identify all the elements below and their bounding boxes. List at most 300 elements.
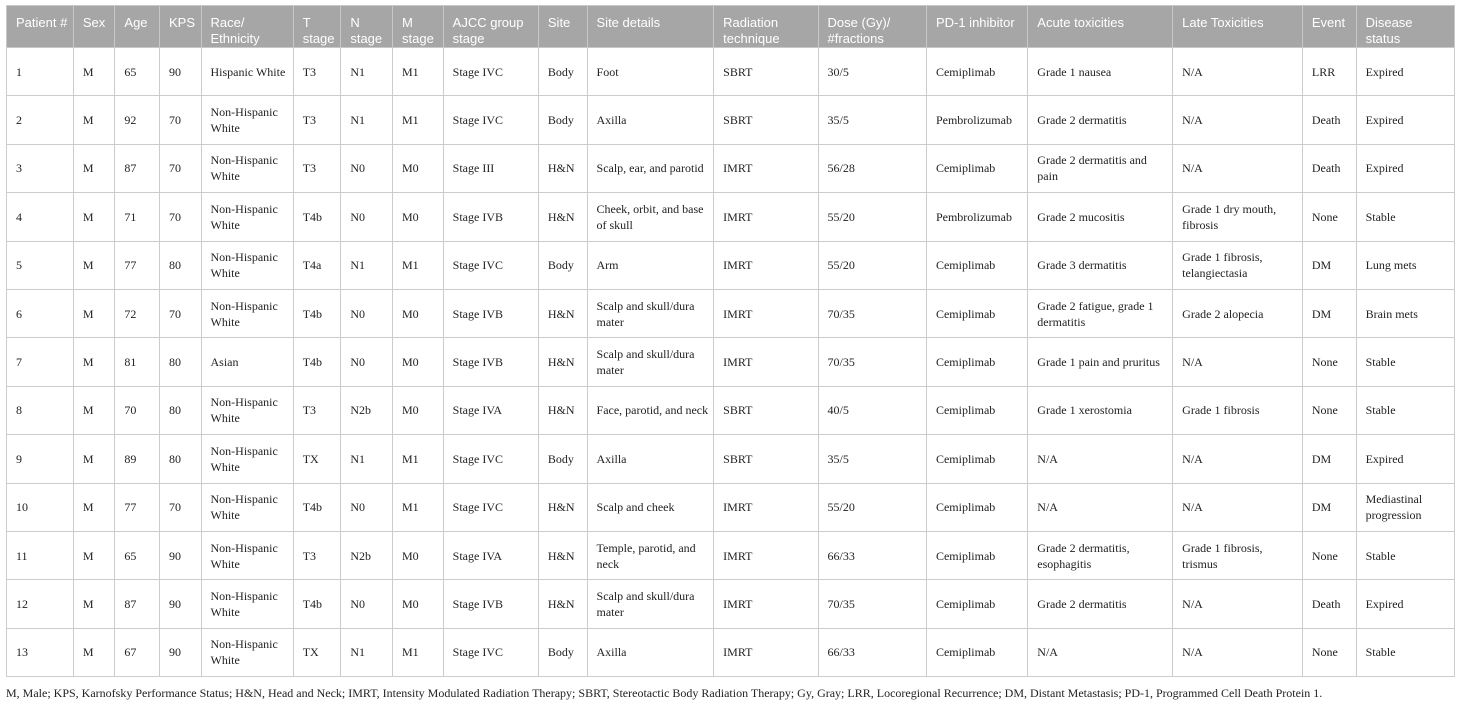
cell-text: Cemiplimab <box>935 306 996 321</box>
cell-text: M1 <box>402 258 419 273</box>
cell-text: M <box>82 500 94 515</box>
cell-event <box>1302 628 1356 676</box>
cell-text: Stage IVB <box>452 306 503 321</box>
cell-text: 4 <box>16 209 22 224</box>
cell-text: Grade 1 fibrosis <box>1182 403 1260 418</box>
header-dose-fractions: Dose (Gy)/ #fractions <box>818 6 926 48</box>
cell-text: DM <box>1311 258 1332 273</box>
cell-t-stage <box>293 241 341 289</box>
cell-text: Grade 1 pain and pruritus <box>1037 355 1160 370</box>
cell-radiation-technique <box>714 144 818 192</box>
header-t-stage: T stage <box>293 6 341 48</box>
cell-sex <box>73 48 115 96</box>
cell-text: Death <box>1311 113 1341 128</box>
cell-acute-toxicities <box>1028 241 1173 289</box>
cell-text: Cemiplimab <box>935 548 996 563</box>
cell-text: T3 <box>302 113 317 128</box>
cell-late-toxicities <box>1173 96 1303 144</box>
cell-text: Axilla <box>596 451 627 466</box>
cell-text: N2b <box>350 548 371 563</box>
cell-pd1-inhibitor <box>926 580 1027 628</box>
cell-text: N/A <box>1182 64 1203 79</box>
cell-n-stage <box>341 628 393 676</box>
cell-m-stage <box>393 580 444 628</box>
cell-text: 80 <box>168 403 181 418</box>
cell-text: 70 <box>168 500 181 515</box>
cell-text: 8 <box>16 403 22 418</box>
cell-text: N0 <box>350 306 365 321</box>
cell-text: Temple, parotid, and neck <box>596 540 696 571</box>
cell-age <box>115 193 160 241</box>
cell-late-toxicities <box>1173 289 1303 337</box>
cell-text: M0 <box>402 161 419 176</box>
cell-patient-number <box>7 48 74 96</box>
cell-text: Scalp and skull/dura mater <box>596 588 695 619</box>
cell-text: 72 <box>124 306 137 321</box>
cell-pd1-inhibitor <box>926 241 1027 289</box>
cell-event <box>1302 386 1356 434</box>
cell-ajcc-group-stage <box>443 580 538 628</box>
cell-text: M0 <box>402 306 419 321</box>
cell-kps <box>159 96 201 144</box>
cell-text: N/A <box>1182 596 1203 611</box>
cell-n-stage <box>341 96 393 144</box>
cell-text: 90 <box>168 596 181 611</box>
cell-text: N/A <box>1037 645 1058 660</box>
cell-n-stage <box>341 241 393 289</box>
cell-t-stage <box>293 48 341 96</box>
cell-radiation-technique <box>714 96 818 144</box>
table-row <box>7 144 1455 192</box>
cell-site-details <box>587 386 714 434</box>
cell-text: N1 <box>350 645 365 660</box>
cell-text: 6 <box>16 306 22 321</box>
cell-n-stage <box>341 483 393 531</box>
cell-text: T4b <box>302 500 323 515</box>
cell-text: 55/20 <box>827 258 855 273</box>
cell-sex <box>73 386 115 434</box>
cell-text: H&N <box>547 209 575 224</box>
cell-patient-number <box>7 144 74 192</box>
cell-text: N1 <box>350 258 365 273</box>
cell-text: Expired <box>1365 451 1404 466</box>
cell-radiation-technique <box>714 386 818 434</box>
cell-m-stage <box>393 483 444 531</box>
cell-text: N0 <box>350 500 365 515</box>
cell-acute-toxicities <box>1028 193 1173 241</box>
cell-text: None <box>1311 548 1338 563</box>
cell-text: 90 <box>168 64 181 79</box>
cell-kps <box>159 241 201 289</box>
cell-text: H&N <box>547 306 575 321</box>
cell-event <box>1302 580 1356 628</box>
cell-text: Stage IVB <box>452 355 503 370</box>
cell-dose-fractions <box>818 144 926 192</box>
cell-text: M <box>82 403 94 418</box>
table-container <box>6 5 1455 701</box>
cell-text: Non-Hispanic White <box>210 105 278 136</box>
cell-text: Lung mets <box>1365 258 1417 273</box>
cell-text: T3 <box>302 403 317 418</box>
table-row <box>7 628 1455 676</box>
cell-late-toxicities <box>1173 386 1303 434</box>
cell-age <box>115 289 160 337</box>
cell-n-stage <box>341 193 393 241</box>
cell-text: H&N <box>547 355 575 370</box>
cell-pd1-inhibitor <box>926 531 1027 579</box>
cell-text: 77 <box>124 500 137 515</box>
cell-text: N0 <box>350 596 365 611</box>
cell-event <box>1302 338 1356 386</box>
header-n-stage: N stage <box>341 6 393 48</box>
cell-acute-toxicities <box>1028 435 1173 483</box>
cell-text: T3 <box>302 64 317 79</box>
cell-late-toxicities <box>1173 483 1303 531</box>
cell-patient-number <box>7 435 74 483</box>
cell-text: Stable <box>1365 403 1396 418</box>
cell-text: 35/5 <box>827 451 849 466</box>
cell-dose-fractions <box>818 289 926 337</box>
header-late-toxicities: Late Toxicities <box>1173 6 1303 48</box>
cell-n-stage <box>341 48 393 96</box>
cell-text: 55/20 <box>827 209 855 224</box>
cell-acute-toxicities <box>1028 531 1173 579</box>
cell-dose-fractions <box>818 628 926 676</box>
cell-event <box>1302 96 1356 144</box>
cell-text: 7 <box>16 355 22 370</box>
cell-text: M1 <box>402 645 419 660</box>
cell-text: M0 <box>402 548 419 563</box>
cell-pd1-inhibitor <box>926 96 1027 144</box>
cell-age <box>115 96 160 144</box>
cell-event <box>1302 48 1356 96</box>
cell-text: T3 <box>302 161 317 176</box>
cell-text: 71 <box>124 209 137 224</box>
cell-site <box>538 435 587 483</box>
cell-late-toxicities <box>1173 48 1303 96</box>
cell-text: Non-Hispanic White <box>210 153 278 184</box>
cell-ajcc-group-stage <box>443 241 538 289</box>
cell-t-stage <box>293 386 341 434</box>
cell-text: H&N <box>547 500 575 515</box>
cell-text: Cemiplimab <box>935 355 996 370</box>
cell-text: Grade 2 dermatitis <box>1037 113 1127 128</box>
cell-site-details <box>587 144 714 192</box>
cell-text: TX <box>302 645 319 660</box>
cell-dose-fractions <box>818 435 926 483</box>
cell-text: M0 <box>402 355 419 370</box>
table-row <box>7 386 1455 434</box>
cell-kps <box>159 435 201 483</box>
cell-text: Stable <box>1365 645 1396 660</box>
cell-late-toxicities <box>1173 338 1303 386</box>
cell-text: Expired <box>1365 113 1404 128</box>
cell-text: Body <box>547 645 574 660</box>
cell-text: Cemiplimab <box>935 596 996 611</box>
cell-text: Non-Hispanic White <box>210 443 278 474</box>
cell-patient-number <box>7 338 74 386</box>
cell-t-stage <box>293 144 341 192</box>
cell-m-stage <box>393 628 444 676</box>
cell-kps <box>159 531 201 579</box>
cell-event <box>1302 241 1356 289</box>
table-header-row <box>7 6 1455 48</box>
cell-text: Stable <box>1365 209 1396 224</box>
cell-acute-toxicities <box>1028 483 1173 531</box>
cell-ajcc-group-stage <box>443 193 538 241</box>
cell-text: IMRT <box>723 645 753 660</box>
cell-text: None <box>1311 645 1338 660</box>
cell-m-stage <box>393 386 444 434</box>
cell-patient-number <box>7 628 74 676</box>
cell-sex <box>73 289 115 337</box>
cell-text: 70/35 <box>827 355 855 370</box>
cell-sex <box>73 435 115 483</box>
header-m-stage: M stage <box>393 6 444 48</box>
cell-text: Non-Hispanic White <box>210 637 278 668</box>
cell-text: M <box>82 355 94 370</box>
cell-t-stage <box>293 580 341 628</box>
cell-text: N/A <box>1182 451 1203 466</box>
cell-text: Cemiplimab <box>935 403 996 418</box>
cell-text: 12 <box>16 596 28 611</box>
cell-site-details <box>587 193 714 241</box>
cell-pd1-inhibitor <box>926 338 1027 386</box>
header-site: Site <box>538 6 587 48</box>
cell-ajcc-group-stage <box>443 386 538 434</box>
cell-disease-status <box>1356 483 1454 531</box>
cell-pd1-inhibitor <box>926 386 1027 434</box>
cell-ajcc-group-stage <box>443 483 538 531</box>
cell-dose-fractions <box>818 193 926 241</box>
cell-text: 92 <box>124 113 137 128</box>
cell-text: N0 <box>350 355 365 370</box>
table-row <box>7 96 1455 144</box>
cell-text: Stage IVC <box>452 645 503 660</box>
cell-text: Grade 2 fatigue, grade 1 dermatitis <box>1037 298 1154 329</box>
cell-text: DM <box>1311 451 1332 466</box>
cell-m-stage <box>393 144 444 192</box>
cell-text: Stage IVB <box>452 596 503 611</box>
cell-text: M1 <box>402 500 419 515</box>
cell-text: Stage IVC <box>452 113 503 128</box>
cell-age <box>115 628 160 676</box>
cell-pd1-inhibitor <box>926 48 1027 96</box>
header-kps: KPS <box>159 6 201 48</box>
cell-text: 90 <box>168 548 181 563</box>
cell-text: 1 <box>16 64 22 79</box>
cell-disease-status <box>1356 193 1454 241</box>
cell-race-ethnicity <box>201 144 293 192</box>
cell-t-stage <box>293 435 341 483</box>
cell-kps <box>159 483 201 531</box>
cell-event <box>1302 193 1356 241</box>
cell-text: Cemiplimab <box>935 451 996 466</box>
table-row <box>7 289 1455 337</box>
cell-text: M <box>82 113 94 128</box>
cell-race-ethnicity <box>201 483 293 531</box>
cell-text: Grade 2 dermatitis and pain <box>1037 153 1147 184</box>
cell-event <box>1302 531 1356 579</box>
cell-text: 80 <box>168 355 181 370</box>
cell-text: Expired <box>1365 64 1404 79</box>
cell-text: Mediastinal progression <box>1365 492 1423 523</box>
cell-n-stage <box>341 144 393 192</box>
cell-age <box>115 144 160 192</box>
cell-text: Pembrolizumab <box>935 209 1012 224</box>
cell-n-stage <box>341 580 393 628</box>
cell-text: N/A <box>1037 500 1058 515</box>
cell-radiation-technique <box>714 580 818 628</box>
cell-text: Cemiplimab <box>935 161 996 176</box>
cell-dose-fractions <box>818 96 926 144</box>
cell-text: Stage IVC <box>452 500 503 515</box>
cell-m-stage <box>393 338 444 386</box>
cell-text: N/A <box>1182 161 1203 176</box>
cell-late-toxicities <box>1173 144 1303 192</box>
cell-text: Cemiplimab <box>935 64 996 79</box>
cell-text: 77 <box>124 258 137 273</box>
cell-text: Non-Hispanic White <box>210 588 278 619</box>
cell-dose-fractions <box>818 580 926 628</box>
cell-ajcc-group-stage <box>443 338 538 386</box>
cell-m-stage <box>393 531 444 579</box>
cell-text: 70 <box>168 113 181 128</box>
cell-text: 87 <box>124 161 137 176</box>
cell-text: Scalp and skull/dura mater <box>596 347 695 378</box>
cell-text: IMRT <box>723 596 753 611</box>
cell-text: M1 <box>402 113 419 128</box>
cell-text: T4b <box>302 209 323 224</box>
cell-kps <box>159 386 201 434</box>
table-row <box>7 338 1455 386</box>
cell-text: Non-Hispanic White <box>210 201 278 232</box>
cell-text: Grade 1 fibrosis, telangiectasia <box>1182 250 1263 281</box>
cell-text: M <box>82 64 94 79</box>
cell-text: M <box>82 548 94 563</box>
cell-text: Stable <box>1365 548 1396 563</box>
cell-kps <box>159 580 201 628</box>
cell-ajcc-group-stage <box>443 628 538 676</box>
cell-text: SBRT <box>723 113 753 128</box>
cell-acute-toxicities <box>1028 144 1173 192</box>
cell-text: M0 <box>402 403 419 418</box>
cell-text: 87 <box>124 596 137 611</box>
cell-text: Grade 2 alopecia <box>1182 306 1264 321</box>
cell-text: M1 <box>402 451 419 466</box>
cell-acute-toxicities <box>1028 580 1173 628</box>
cell-text: M <box>82 258 94 273</box>
cell-t-stage <box>293 628 341 676</box>
cell-text: Cemiplimab <box>935 500 996 515</box>
patient-characteristics-table <box>6 5 1455 677</box>
cell-race-ethnicity <box>201 48 293 96</box>
cell-text: SBRT <box>723 64 753 79</box>
cell-kps <box>159 144 201 192</box>
cell-late-toxicities <box>1173 435 1303 483</box>
cell-text: SBRT <box>723 403 753 418</box>
cell-ajcc-group-stage <box>443 531 538 579</box>
cell-text: H&N <box>547 596 575 611</box>
cell-dose-fractions <box>818 48 926 96</box>
cell-site-details <box>587 531 714 579</box>
cell-text: H&N <box>547 403 575 418</box>
cell-race-ethnicity <box>201 289 293 337</box>
cell-patient-number <box>7 580 74 628</box>
cell-disease-status <box>1356 338 1454 386</box>
cell-acute-toxicities <box>1028 96 1173 144</box>
cell-sex <box>73 241 115 289</box>
cell-text: Grade 1 xerostomia <box>1037 403 1132 418</box>
cell-late-toxicities <box>1173 241 1303 289</box>
cell-text: 11 <box>16 548 28 563</box>
cell-t-stage <box>293 289 341 337</box>
cell-age <box>115 531 160 579</box>
cell-patient-number <box>7 193 74 241</box>
cell-radiation-technique <box>714 193 818 241</box>
cell-text: 65 <box>124 64 137 79</box>
cell-m-stage <box>393 289 444 337</box>
cell-disease-status <box>1356 144 1454 192</box>
cell-kps <box>159 338 201 386</box>
cell-text: 56/28 <box>827 161 855 176</box>
cell-n-stage <box>341 386 393 434</box>
cell-sex <box>73 193 115 241</box>
cell-event <box>1302 483 1356 531</box>
table-row <box>7 531 1455 579</box>
cell-late-toxicities <box>1173 580 1303 628</box>
cell-patient-number <box>7 289 74 337</box>
cell-age <box>115 580 160 628</box>
cell-text: T3 <box>302 548 317 563</box>
cell-text: 70/35 <box>827 306 855 321</box>
cell-text: DM <box>1311 500 1332 515</box>
cell-text: H&N <box>547 161 575 176</box>
cell-ajcc-group-stage <box>443 144 538 192</box>
cell-radiation-technique <box>714 531 818 579</box>
header-site-details: Site details <box>587 6 714 48</box>
cell-text: Body <box>547 451 574 466</box>
cell-text: Grade 2 mucositis <box>1037 209 1125 224</box>
cell-text: 90 <box>168 645 181 660</box>
cell-ajcc-group-stage <box>443 289 538 337</box>
cell-text: IMRT <box>723 161 753 176</box>
cell-site-details <box>587 48 714 96</box>
cell-disease-status <box>1356 435 1454 483</box>
cell-text: 89 <box>124 451 137 466</box>
cell-disease-status <box>1356 386 1454 434</box>
cell-sex <box>73 96 115 144</box>
cell-text: N1 <box>350 451 365 466</box>
cell-text: N0 <box>350 161 365 176</box>
header-patient: Patient # <box>7 6 74 48</box>
cell-text: N2b <box>350 403 371 418</box>
cell-text: 81 <box>124 355 137 370</box>
cell-text: IMRT <box>723 548 753 563</box>
cell-pd1-inhibitor <box>926 435 1027 483</box>
cell-site <box>538 386 587 434</box>
cell-site <box>538 289 587 337</box>
cell-pd1-inhibitor <box>926 289 1027 337</box>
cell-site <box>538 531 587 579</box>
cell-text: Expired <box>1365 596 1404 611</box>
cell-patient-number <box>7 386 74 434</box>
cell-text: M <box>82 451 94 466</box>
cell-text: Scalp, ear, and parotid <box>596 161 704 176</box>
cell-event <box>1302 289 1356 337</box>
cell-text: Death <box>1311 596 1341 611</box>
cell-text: Cemiplimab <box>935 258 996 273</box>
